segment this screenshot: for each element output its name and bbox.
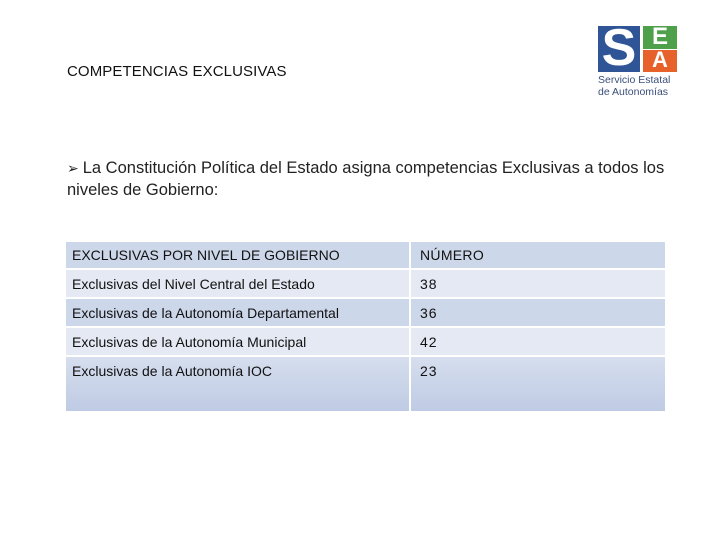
header-cell-nivel: EXCLUSIVAS POR NIVEL DE GOBIERNO — [66, 242, 411, 270]
logo-tagline-line1: Servicio Estatal — [598, 74, 671, 86]
row-label: Exclusivas del Nivel Central del Estado — [66, 270, 411, 299]
table-row — [66, 299, 665, 328]
row-label: Exclusivas de la Autonomía IOC — [66, 357, 411, 413]
bullet-point — [67, 157, 667, 201]
table-row — [66, 270, 665, 299]
row-label: Exclusivas de la Autonomía Departamental — [66, 299, 411, 328]
table-header-row — [66, 242, 665, 270]
bullet-text: La Constitución Política del Estado asigna competencias Exclusivas a todos los niveles de Gobierno: — [67, 159, 665, 199]
row-value: 38 — [411, 270, 665, 299]
arrow-bullet-icon: ➢ — [67, 160, 79, 176]
logo-letter-a: A — [652, 47, 668, 72]
header-cell-numero: NÚMERO — [411, 242, 665, 270]
sea-logo — [597, 19, 681, 102]
row-label: Exclusivas de la Autonomía Municipal — [66, 328, 411, 357]
slide-title: COMPETENCIAS EXCLUSIVAS — [67, 63, 287, 80]
logo-letter-s: S — [601, 19, 637, 77]
logo-letter-e: E — [651, 23, 668, 50]
competencias-table — [66, 242, 665, 413]
table-row — [66, 357, 665, 413]
row-value: 42 — [411, 328, 665, 357]
table-row — [66, 328, 665, 357]
logo-tagline-line2: de Autonomías — [598, 86, 669, 98]
row-value: 23 — [411, 357, 665, 413]
row-value: 36 — [411, 299, 665, 328]
